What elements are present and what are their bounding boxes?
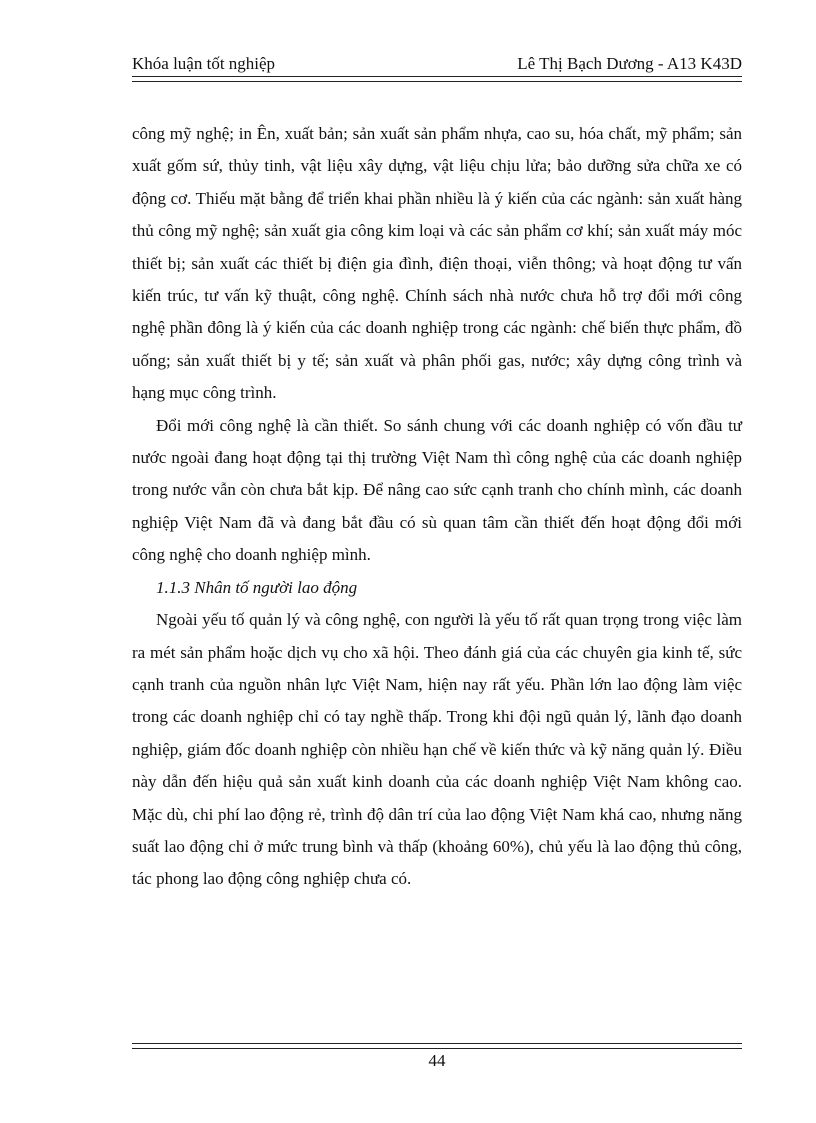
page-header bbox=[132, 50, 742, 78]
paragraph-labor-factor: Ngoài yếu tố quản lý và công nghệ, con người là yếu tố rất quan trọng trong việc làm ra mét sản phẩm hoặc dịch vụ cho xã hội. Theo đánh giá của các chuyên gia kinh tế, sức cạnh tranh của nguồn nhân lực Việt Nam, hiện nay rất yếu. Phần lớn lao động làm việc trong các doanh nghiệp chỉ có tay nghề thấp. Trong khi đội ngũ quản lý, lãnh đạo doanh nghiệp, giám đốc doanh nghiệp còn nhiều hạn chế về kiến thức và kỹ năng quản lý. Điều này dẫn đến hiệu quả sản xuất kinh doanh của các doanh nghiệp Việt Nam không cao. Mặc dù, chi phí lao động rẻ, trình độ dân trí của lao động Việt Nam khá cao, nhưng năng suất lao động chỉ ở mức trung bình và thấp (khoảng 60%), chủ yếu là lao động thủ công, tác phong lao động công nghiệp chưa có. bbox=[132, 610, 742, 889]
header-thesis-title: Khóa luận tốt nghiệp bbox=[132, 54, 276, 73]
page-number: 44 bbox=[428, 1051, 446, 1070]
body-content bbox=[132, 118, 742, 896]
footer-double-rule bbox=[132, 1043, 742, 1049]
paragraph-continued: công mỹ nghệ; in Ên, xuất bản; sản xuất sản phẩm nhựa, cao su, hóa chất, mỹ phẩm; sản xuất gốm sứ, thủy tinh, vật liệu xây dựng, vật liệu chịu lửa; bảo dưỡng sửa chữa xe có động cơ. Thiếu mặt bằng để triển khai phần nhiều là ý kiến của các ngành: sản xuất hàng thủ công mỹ nghệ; sản xuất gia công kim loại và các sản phẩm cơ khí; sản xuất máy móc thiết bị; sản xuất các thiết bị điện gia đình, điện thoại, viễn thông; và hoạt động tư vấn kiến trúc, tư vấn kỹ thuật, công nghệ. Chính sách nhà nước chưa hỗ trợ đổi mới công nghệ phần đông là ý kiến của các doanh nghiệp trong các ngành: chế biến thực phẩm, đồ uống; sản xuất thiết bị y tế; sản xuất và phân phối gas, nước; xây dựng công trình và hạng mục công trình. bbox=[132, 124, 742, 403]
paragraph-technology-innovation: Đổi mới công nghệ là cần thiết. So sánh chung với các doanh nghiệp có vốn đầu tư nước ngoài đang hoạt động tại thị trường Việt Nam thì công nghệ của các doanh nghiệp trong nước vẫn còn chưa bắt kịp. Để nâng cao sức cạnh tranh cho chính mình, các doanh nghiệp Việt Nam đã và đang bắt đầu có sù quan tâm cần thiết đến hoạt động đổi mới công nghệ cho doanh nghiệp mình. bbox=[132, 415, 742, 565]
section-heading-1-1-3: 1.1.3 Nhân tố người lao động bbox=[156, 577, 358, 597]
header-double-rule bbox=[132, 76, 742, 82]
header-author: Lê Thị Bạch Dương - A13 K43D bbox=[517, 54, 742, 73]
